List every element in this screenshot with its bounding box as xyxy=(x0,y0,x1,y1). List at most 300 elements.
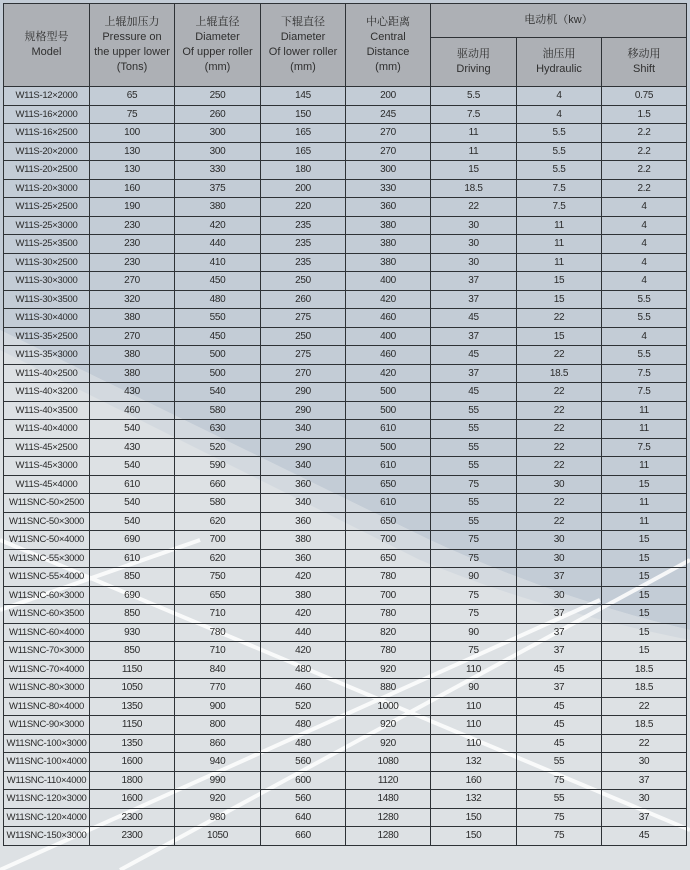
cell-driving-power: 55 xyxy=(431,401,517,420)
cell-center-distance: 920 xyxy=(346,716,431,735)
cell-upper-diameter: 580 xyxy=(175,494,261,513)
cell-model: W11S-35×2500 xyxy=(4,327,90,346)
cell-model: W11SNC-70×4000 xyxy=(4,660,90,679)
cell-pressure: 1150 xyxy=(90,716,175,735)
cell-lower-diameter: 380 xyxy=(261,586,346,605)
cell-shift-power: 15 xyxy=(602,549,687,568)
cell-shift-power: 0.75 xyxy=(602,87,687,106)
cell-pressure: 690 xyxy=(90,586,175,605)
cell-shift-power: 30 xyxy=(602,790,687,809)
cell-model: W11S-40×2500 xyxy=(4,364,90,383)
cell-center-distance: 380 xyxy=(346,253,431,272)
table-row xyxy=(4,235,687,254)
cell-lower-diameter: 165 xyxy=(261,124,346,143)
cell-shift-power: 15 xyxy=(602,531,687,550)
header-pressure: 上辊加压力 Pressure on the upper lower (Tons) xyxy=(90,4,175,87)
cell-shift-power: 18.5 xyxy=(602,679,687,698)
cell-center-distance: 360 xyxy=(346,198,431,217)
cell-center-distance: 380 xyxy=(346,216,431,235)
cell-pressure: 1600 xyxy=(90,790,175,809)
cell-hydraulic-power: 37 xyxy=(517,642,602,661)
cell-pressure: 100 xyxy=(90,124,175,143)
cell-hydraulic-power: 18.5 xyxy=(517,364,602,383)
header-driving: 驱动用 Driving xyxy=(431,38,517,87)
cell-model: W11S-20×2000 xyxy=(4,142,90,161)
cell-pressure: 850 xyxy=(90,642,175,661)
cell-hydraulic-power: 45 xyxy=(517,660,602,679)
cell-shift-power: 1.5 xyxy=(602,105,687,124)
cell-pressure: 1150 xyxy=(90,660,175,679)
cell-center-distance: 420 xyxy=(346,290,431,309)
cell-center-distance: 880 xyxy=(346,679,431,698)
cell-model: W11SNC-120×3000 xyxy=(4,790,90,809)
cell-driving-power: 90 xyxy=(431,679,517,698)
cell-center-distance: 820 xyxy=(346,623,431,642)
cell-pressure: 190 xyxy=(90,198,175,217)
table-row xyxy=(4,531,687,550)
cell-lower-diameter: 640 xyxy=(261,808,346,827)
table-row xyxy=(4,383,687,402)
cell-driving-power: 110 xyxy=(431,660,517,679)
cell-center-distance: 1000 xyxy=(346,697,431,716)
cell-upper-diameter: 410 xyxy=(175,253,261,272)
cell-upper-diameter: 500 xyxy=(175,364,261,383)
cell-lower-diameter: 560 xyxy=(261,790,346,809)
cell-shift-power: 7.5 xyxy=(602,364,687,383)
cell-center-distance: 500 xyxy=(346,401,431,420)
cell-model: W11S-30×4000 xyxy=(4,309,90,328)
cell-driving-power: 132 xyxy=(431,790,517,809)
table-row xyxy=(4,142,687,161)
cell-model: W11SNC-60×3500 xyxy=(4,605,90,624)
table-row xyxy=(4,475,687,494)
cell-lower-diameter: 235 xyxy=(261,235,346,254)
cell-lower-diameter: 260 xyxy=(261,290,346,309)
cell-lower-diameter: 340 xyxy=(261,420,346,439)
cell-hydraulic-power: 45 xyxy=(517,734,602,753)
table-row xyxy=(4,290,687,309)
cell-hydraulic-power: 22 xyxy=(517,438,602,457)
header-lower-diameter: 下辊直径 Diameter Of lower roller (mm) xyxy=(261,4,346,87)
table-row xyxy=(4,790,687,809)
cell-driving-power: 5.5 xyxy=(431,87,517,106)
cell-lower-diameter: 340 xyxy=(261,457,346,476)
cell-lower-diameter: 275 xyxy=(261,346,346,365)
table-row xyxy=(4,697,687,716)
cell-shift-power: 2.2 xyxy=(602,124,687,143)
table-row xyxy=(4,309,687,328)
cell-hydraulic-power: 4 xyxy=(517,105,602,124)
cell-center-distance: 1480 xyxy=(346,790,431,809)
cell-lower-diameter: 360 xyxy=(261,475,346,494)
table-row xyxy=(4,716,687,735)
cell-center-distance: 920 xyxy=(346,660,431,679)
cell-pressure: 430 xyxy=(90,438,175,457)
cell-hydraulic-power: 22 xyxy=(517,494,602,513)
table-row xyxy=(4,346,687,365)
cell-hydraulic-power: 30 xyxy=(517,531,602,550)
cell-center-distance: 650 xyxy=(346,475,431,494)
cell-lower-diameter: 480 xyxy=(261,734,346,753)
cell-lower-diameter: 440 xyxy=(261,623,346,642)
cell-pressure: 850 xyxy=(90,605,175,624)
cell-lower-diameter: 660 xyxy=(261,827,346,846)
cell-center-distance: 1280 xyxy=(346,827,431,846)
cell-driving-power: 150 xyxy=(431,827,517,846)
cell-pressure: 460 xyxy=(90,401,175,420)
cell-center-distance: 420 xyxy=(346,364,431,383)
cell-hydraulic-power: 22 xyxy=(517,457,602,476)
cell-driving-power: 37 xyxy=(431,327,517,346)
cell-hydraulic-power: 75 xyxy=(517,771,602,790)
cell-model: W11SNC-55×3000 xyxy=(4,549,90,568)
cell-center-distance: 610 xyxy=(346,494,431,513)
header-upper-diameter: 上辊直径 Diameter Of upper roller (mm) xyxy=(175,4,261,87)
table-row xyxy=(4,679,687,698)
cell-center-distance: 400 xyxy=(346,327,431,346)
cell-upper-diameter: 450 xyxy=(175,327,261,346)
cell-center-distance: 460 xyxy=(346,309,431,328)
cell-upper-diameter: 710 xyxy=(175,605,261,624)
cell-upper-diameter: 990 xyxy=(175,771,261,790)
cell-driving-power: 150 xyxy=(431,808,517,827)
cell-upper-diameter: 520 xyxy=(175,438,261,457)
cell-lower-diameter: 150 xyxy=(261,105,346,124)
cell-hydraulic-power: 22 xyxy=(517,401,602,420)
cell-shift-power: 5.5 xyxy=(602,346,687,365)
cell-driving-power: 30 xyxy=(431,253,517,272)
cell-hydraulic-power: 75 xyxy=(517,827,602,846)
cell-driving-power: 55 xyxy=(431,438,517,457)
table-row xyxy=(4,124,687,143)
cell-hydraulic-power: 55 xyxy=(517,753,602,772)
cell-lower-diameter: 235 xyxy=(261,216,346,235)
table-row xyxy=(4,605,687,624)
cell-driving-power: 22 xyxy=(431,198,517,217)
table-row xyxy=(4,549,687,568)
cell-model: W11S-16×2500 xyxy=(4,124,90,143)
cell-lower-diameter: 235 xyxy=(261,253,346,272)
cell-shift-power: 15 xyxy=(602,586,687,605)
cell-upper-diameter: 660 xyxy=(175,475,261,494)
cell-hydraulic-power: 75 xyxy=(517,808,602,827)
header-model: 规格型号 Model xyxy=(4,4,90,87)
table-row xyxy=(4,586,687,605)
cell-center-distance: 270 xyxy=(346,124,431,143)
cell-driving-power: 110 xyxy=(431,716,517,735)
cell-upper-diameter: 590 xyxy=(175,457,261,476)
cell-lower-diameter: 520 xyxy=(261,697,346,716)
cell-center-distance: 700 xyxy=(346,531,431,550)
cell-shift-power: 11 xyxy=(602,420,687,439)
cell-lower-diameter: 180 xyxy=(261,161,346,180)
cell-shift-power: 18.5 xyxy=(602,716,687,735)
cell-driving-power: 75 xyxy=(431,549,517,568)
cell-upper-diameter: 300 xyxy=(175,142,261,161)
cell-lower-diameter: 380 xyxy=(261,531,346,550)
cell-model: W11SNC-50×3000 xyxy=(4,512,90,531)
cell-center-distance: 920 xyxy=(346,734,431,753)
cell-pressure: 1050 xyxy=(90,679,175,698)
cell-upper-diameter: 900 xyxy=(175,697,261,716)
cell-hydraulic-power: 30 xyxy=(517,475,602,494)
cell-hydraulic-power: 30 xyxy=(517,549,602,568)
cell-hydraulic-power: 11 xyxy=(517,253,602,272)
cell-lower-diameter: 560 xyxy=(261,753,346,772)
cell-driving-power: 75 xyxy=(431,531,517,550)
cell-lower-diameter: 250 xyxy=(261,272,346,291)
cell-shift-power: 4 xyxy=(602,216,687,235)
table-row xyxy=(4,494,687,513)
cell-hydraulic-power: 5.5 xyxy=(517,142,602,161)
cell-center-distance: 200 xyxy=(346,87,431,106)
cell-center-distance: 700 xyxy=(346,586,431,605)
cell-center-distance: 650 xyxy=(346,512,431,531)
cell-shift-power: 15 xyxy=(602,475,687,494)
cell-hydraulic-power: 45 xyxy=(517,697,602,716)
cell-lower-diameter: 165 xyxy=(261,142,346,161)
cell-lower-diameter: 480 xyxy=(261,660,346,679)
cell-driving-power: 110 xyxy=(431,697,517,716)
cell-model: W11SNC-55×4000 xyxy=(4,568,90,587)
cell-center-distance: 330 xyxy=(346,179,431,198)
table-row xyxy=(4,105,687,124)
cell-driving-power: 30 xyxy=(431,216,517,235)
table-row xyxy=(4,771,687,790)
cell-hydraulic-power: 4 xyxy=(517,87,602,106)
cell-pressure: 230 xyxy=(90,216,175,235)
cell-upper-diameter: 710 xyxy=(175,642,261,661)
cell-center-distance: 460 xyxy=(346,346,431,365)
cell-upper-diameter: 500 xyxy=(175,346,261,365)
cell-upper-diameter: 300 xyxy=(175,124,261,143)
table-row xyxy=(4,216,687,235)
cell-lower-diameter: 460 xyxy=(261,679,346,698)
cell-model: W11SNC-80×3000 xyxy=(4,679,90,698)
cell-shift-power: 30 xyxy=(602,753,687,772)
table-row xyxy=(4,512,687,531)
table-row xyxy=(4,253,687,272)
cell-shift-power: 4 xyxy=(602,272,687,291)
cell-driving-power: 90 xyxy=(431,623,517,642)
table-row xyxy=(4,734,687,753)
cell-hydraulic-power: 45 xyxy=(517,716,602,735)
cell-shift-power: 15 xyxy=(602,568,687,587)
cell-center-distance: 610 xyxy=(346,420,431,439)
cell-hydraulic-power: 55 xyxy=(517,790,602,809)
cell-driving-power: 7.5 xyxy=(431,105,517,124)
cell-lower-diameter: 290 xyxy=(261,383,346,402)
cell-model: W11SNC-50×2500 xyxy=(4,494,90,513)
cell-lower-diameter: 420 xyxy=(261,642,346,661)
cell-pressure: 380 xyxy=(90,364,175,383)
cell-model: W11S-45×3000 xyxy=(4,457,90,476)
table-row xyxy=(4,272,687,291)
cell-pressure: 930 xyxy=(90,623,175,642)
table-row xyxy=(4,827,687,846)
cell-pressure: 430 xyxy=(90,383,175,402)
cell-lower-diameter: 480 xyxy=(261,716,346,735)
table-row xyxy=(4,364,687,383)
cell-driving-power: 45 xyxy=(431,346,517,365)
table-row xyxy=(4,198,687,217)
cell-model: W11S-40×3200 xyxy=(4,383,90,402)
cell-model: W11SNC-90×3000 xyxy=(4,716,90,735)
cell-model: W11SNC-60×3000 xyxy=(4,586,90,605)
cell-shift-power: 45 xyxy=(602,827,687,846)
cell-pressure: 540 xyxy=(90,512,175,531)
cell-model: W11S-25×2500 xyxy=(4,198,90,217)
table-row xyxy=(4,179,687,198)
cell-center-distance: 380 xyxy=(346,235,431,254)
cell-upper-diameter: 620 xyxy=(175,512,261,531)
table-row xyxy=(4,457,687,476)
cell-model: W11S-16×2000 xyxy=(4,105,90,124)
cell-pressure: 540 xyxy=(90,457,175,476)
cell-lower-diameter: 145 xyxy=(261,87,346,106)
cell-shift-power: 2.2 xyxy=(602,161,687,180)
cell-shift-power: 4 xyxy=(602,198,687,217)
cell-pressure: 1800 xyxy=(90,771,175,790)
cell-model: W11SNC-50×4000 xyxy=(4,531,90,550)
table-row xyxy=(4,623,687,642)
cell-lower-diameter: 250 xyxy=(261,327,346,346)
cell-center-distance: 650 xyxy=(346,549,431,568)
cell-pressure: 850 xyxy=(90,568,175,587)
cell-driving-power: 37 xyxy=(431,290,517,309)
cell-driving-power: 37 xyxy=(431,272,517,291)
cell-lower-diameter: 220 xyxy=(261,198,346,217)
cell-model: W11S-20×2500 xyxy=(4,161,90,180)
cell-upper-diameter: 375 xyxy=(175,179,261,198)
cell-center-distance: 400 xyxy=(346,272,431,291)
cell-driving-power: 110 xyxy=(431,734,517,753)
cell-upper-diameter: 440 xyxy=(175,235,261,254)
cell-driving-power: 160 xyxy=(431,771,517,790)
cell-model: W11S-45×4000 xyxy=(4,475,90,494)
cell-shift-power: 4 xyxy=(602,235,687,254)
cell-lower-diameter: 290 xyxy=(261,438,346,457)
cell-shift-power: 22 xyxy=(602,734,687,753)
cell-pressure: 130 xyxy=(90,142,175,161)
cell-lower-diameter: 420 xyxy=(261,568,346,587)
cell-upper-diameter: 380 xyxy=(175,198,261,217)
cell-driving-power: 30 xyxy=(431,235,517,254)
cell-upper-diameter: 980 xyxy=(175,808,261,827)
cell-upper-diameter: 480 xyxy=(175,290,261,309)
cell-hydraulic-power: 15 xyxy=(517,327,602,346)
cell-model: W11S-30×3000 xyxy=(4,272,90,291)
cell-pressure: 1350 xyxy=(90,734,175,753)
cell-pressure: 230 xyxy=(90,235,175,254)
cell-shift-power: 5.5 xyxy=(602,290,687,309)
cell-shift-power: 2.2 xyxy=(602,179,687,198)
cell-model: W11SNC-70×3000 xyxy=(4,642,90,661)
cell-shift-power: 2.2 xyxy=(602,142,687,161)
cell-shift-power: 15 xyxy=(602,623,687,642)
table-row xyxy=(4,87,687,106)
cell-pressure: 230 xyxy=(90,253,175,272)
cell-pressure: 270 xyxy=(90,272,175,291)
cell-driving-power: 132 xyxy=(431,753,517,772)
cell-model: W11S-25×3500 xyxy=(4,235,90,254)
cell-shift-power: 37 xyxy=(602,771,687,790)
cell-hydraulic-power: 7.5 xyxy=(517,179,602,198)
cell-driving-power: 45 xyxy=(431,383,517,402)
header-shift: 移动用 Shift xyxy=(602,38,687,87)
cell-driving-power: 90 xyxy=(431,568,517,587)
cell-center-distance: 300 xyxy=(346,161,431,180)
cell-pressure: 65 xyxy=(90,87,175,106)
cell-pressure: 610 xyxy=(90,475,175,494)
cell-model: W11S-30×2500 xyxy=(4,253,90,272)
cell-hydraulic-power: 37 xyxy=(517,568,602,587)
cell-lower-diameter: 360 xyxy=(261,549,346,568)
table-row xyxy=(4,660,687,679)
cell-shift-power: 11 xyxy=(602,401,687,420)
cell-upper-diameter: 920 xyxy=(175,790,261,809)
cell-lower-diameter: 420 xyxy=(261,605,346,624)
cell-center-distance: 245 xyxy=(346,105,431,124)
cell-pressure: 540 xyxy=(90,420,175,439)
cell-upper-diameter: 260 xyxy=(175,105,261,124)
cell-shift-power: 4 xyxy=(602,253,687,272)
cell-model: W11SNC-150×3000 xyxy=(4,827,90,846)
cell-driving-power: 75 xyxy=(431,586,517,605)
cell-lower-diameter: 290 xyxy=(261,401,346,420)
cell-upper-diameter: 940 xyxy=(175,753,261,772)
cell-model: W11S-40×4000 xyxy=(4,420,90,439)
cell-model: W11S-25×3000 xyxy=(4,216,90,235)
table-row xyxy=(4,401,687,420)
cell-center-distance: 500 xyxy=(346,383,431,402)
cell-driving-power: 45 xyxy=(431,309,517,328)
cell-center-distance: 270 xyxy=(346,142,431,161)
cell-hydraulic-power: 11 xyxy=(517,235,602,254)
cell-model: W11SNC-80×4000 xyxy=(4,697,90,716)
table-row xyxy=(4,161,687,180)
cell-hydraulic-power: 30 xyxy=(517,586,602,605)
cell-upper-diameter: 580 xyxy=(175,401,261,420)
cell-hydraulic-power: 37 xyxy=(517,623,602,642)
cell-lower-diameter: 340 xyxy=(261,494,346,513)
cell-upper-diameter: 540 xyxy=(175,383,261,402)
cell-upper-diameter: 330 xyxy=(175,161,261,180)
cell-upper-diameter: 630 xyxy=(175,420,261,439)
cell-hydraulic-power: 22 xyxy=(517,346,602,365)
cell-lower-diameter: 600 xyxy=(261,771,346,790)
cell-upper-diameter: 840 xyxy=(175,660,261,679)
cell-hydraulic-power: 22 xyxy=(517,420,602,439)
cell-lower-diameter: 275 xyxy=(261,309,346,328)
cell-upper-diameter: 700 xyxy=(175,531,261,550)
cell-hydraulic-power: 7.5 xyxy=(517,198,602,217)
cell-upper-diameter: 770 xyxy=(175,679,261,698)
cell-center-distance: 610 xyxy=(346,457,431,476)
cell-center-distance: 500 xyxy=(346,438,431,457)
cell-shift-power: 11 xyxy=(602,494,687,513)
cell-shift-power: 15 xyxy=(602,642,687,661)
cell-shift-power: 37 xyxy=(602,808,687,827)
cell-driving-power: 75 xyxy=(431,475,517,494)
cell-upper-diameter: 1050 xyxy=(175,827,261,846)
cell-model: W11SNC-100×4000 xyxy=(4,753,90,772)
cell-center-distance: 780 xyxy=(346,605,431,624)
cell-upper-diameter: 550 xyxy=(175,309,261,328)
cell-center-distance: 780 xyxy=(346,568,431,587)
cell-model: W11S-30×3500 xyxy=(4,290,90,309)
cell-driving-power: 18.5 xyxy=(431,179,517,198)
